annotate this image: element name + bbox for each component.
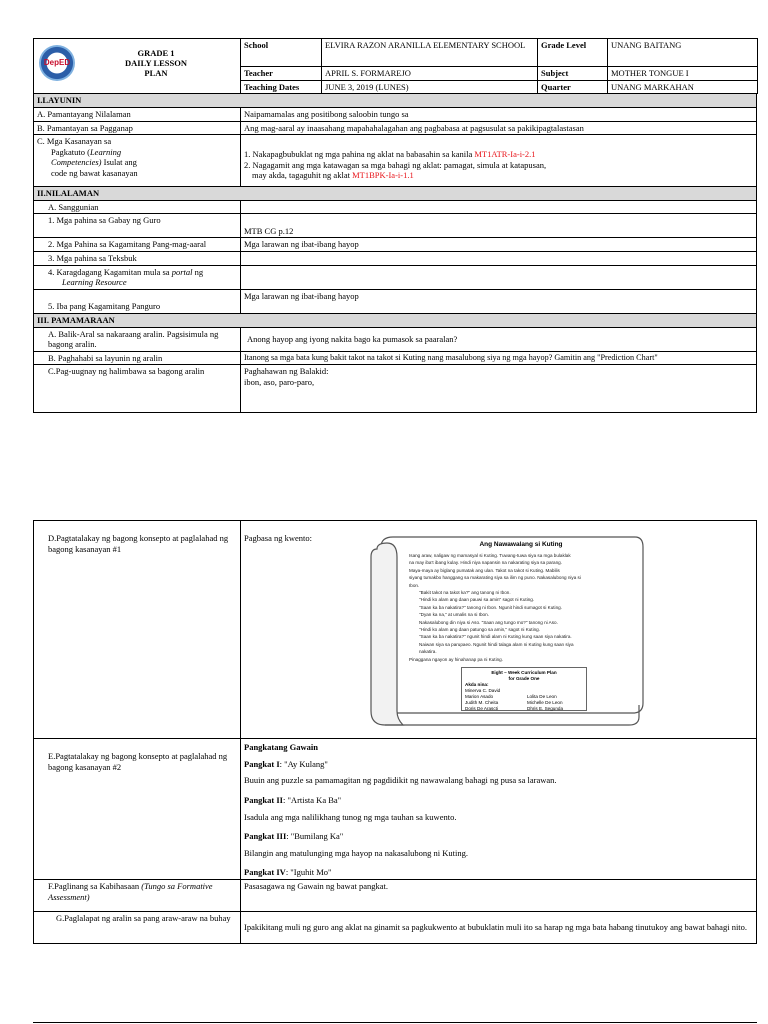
story-scroll-image — [367, 533, 645, 729]
body-table-2 — [33, 520, 757, 944]
paglalapat-value: Ipakikitang muli ng guro ang aklat na ginamit sa pagkukwento at bubuklatin muli ito sa harap ng mga bata habang tinutukoy ang bawat bahagi nito. — [241, 912, 757, 944]
dates-value: JUNE 3, 2019 (LUNES) — [322, 80, 538, 94]
story-text — [409, 552, 633, 663]
page-divider — [33, 1022, 757, 1023]
author-name: Judith M. Cheita — [465, 700, 499, 705]
competency-code-1: MT1ATR-Ia-i-2.1 — [474, 149, 536, 160]
title-plan: PLAN — [144, 68, 168, 79]
gawain-heading: Pangkatang Gawain — [244, 742, 318, 752]
layunin-b-value: Ang mag-aaral ay inaasahang mapahahalagahan ang pagbabasa at pagsusulat sa pakikipagtalastasan — [241, 121, 757, 135]
layunin-heading: I.LAYUNIN — [34, 94, 757, 108]
group-3-task: Bilangin ang matulunging mga hayop na nakasalubong ni Kuting. — [244, 847, 469, 858]
author-name: Lolita De Leon — [527, 694, 557, 699]
grade-value: UNANG BAITANG — [608, 39, 758, 67]
story-line: Ibon. — [409, 582, 420, 588]
title-dlp: DAILY LESSON — [125, 57, 187, 68]
ref-5-value: Mga larawan ng ibat-ibang hayop — [241, 289, 757, 313]
lesson-plan-page-2 — [33, 520, 757, 944]
pagtatalakay-1-label: D.Pagtatalakay ng bagong konsepto at paglalahad ng bagong kasanayan #1 — [34, 521, 241, 739]
story-line: Isang araw, naligaw ng mamasyal si Kuting. Tuwang-tuwa siya sa mga bulaklak — [409, 553, 571, 558]
balik-aral-value: Anong hayop ang iyong nakita bago ka pumasok sa paaralan? — [241, 327, 757, 351]
group-3-title: Pangkat III: "Bumilang Ka" — [244, 831, 344, 842]
story-line: Maya-maya ay biglang pumatak ang ulan. Takot na takot si Kuting. Mabilis — [409, 567, 560, 573]
story-line: siyang tumakbo hanggang sa makarating siya sa ilim ng puno. Nakasalubong niya si — [409, 575, 581, 581]
paghahabi-label: B. Paghahabi sa layunin ng aralin — [34, 351, 241, 365]
story-line: "Dyan ka na," at umalis na si Ibon. — [419, 612, 489, 618]
pangkatang-gawain — [241, 739, 757, 880]
paglinang-value: Pasasagawa ng Gawain ng bawat pangkat. — [241, 880, 757, 912]
author-name: Dhris E. Segunda — [527, 706, 564, 711]
pamamaraan-heading: III. PAMAMARAAN — [34, 313, 757, 327]
story-title: Ang Nawawalang si Kuting — [479, 541, 563, 548]
balik-aral-label: A. Balik-Aral sa nakaraang aralin. Pagsisimula ng bagong aralin. — [34, 327, 241, 351]
story-line: "Hindi ko alam ang daan patungo sa amin," sagot ni Kuting. — [419, 627, 540, 633]
author-name: Doris De Arascti — [465, 706, 498, 711]
layunin-a-value: Naipamamalas ang positibong saloobin tungo sa — [241, 107, 757, 121]
author-name: Michelle De Leon — [527, 700, 563, 705]
pag-uugnay-value: Paghahawan ng Balakid: ibon, aso, paro-paro, — [241, 365, 757, 413]
grade-label: Grade Level — [538, 39, 608, 67]
paglalapat-label: G.Paglalapat ng aralin sa pang araw-araw na buhay — [34, 912, 241, 944]
teacher-label: Teacher — [241, 67, 322, 81]
ref-4-label: 4. Karagdagang Kagamitan mula sa portal ng Learning Resource — [34, 265, 241, 289]
group-1-task: Buuin ang puzzle sa pamamagitan ng pagdidikit ng nawawalang bahagi ng pusa sa larawan. — [244, 775, 557, 786]
pagtatalakay-2-label: E.Pagtatalakay ng bagong konsepto at paglalahad ng bagong kasanayan #2 — [34, 739, 241, 880]
story-line: Nakasalubong din niya si Aso. "Saan ang tungo mo?" tanong ni Aso. — [419, 619, 558, 625]
ref-1-value: MTB CG p.12 — [241, 214, 757, 238]
ref-2-value: Mga larawan ng ibat-ibang hayop — [241, 238, 757, 252]
ref-2-label: 2. Mga Pahina sa Kagamitang Pang-mag-aaral — [34, 238, 241, 252]
paghahabi-value: Itanong sa mga bata kung bakit takot na takot si Kuting nang masalubong siya ng mga hayop? Gamitin ang "Prediction Chart" — [241, 351, 757, 365]
author-name: Marion Asado — [465, 694, 494, 699]
header-table — [33, 38, 758, 94]
nilalaman-heading: II.NILALAMAN — [34, 187, 757, 201]
story-line: Naiwan siya sa parupaeo. Ngunit hindi talaga alam ni Kuting kung saan siya — [419, 641, 574, 647]
school-value: ELVIRA RAZON ARANILLA ELEMENTARY SCHOOL — [322, 39, 538, 67]
layunin-b-label: B. Pamantayan sa Pagganap — [34, 121, 241, 135]
group-2-title: Pangkat II: "Artista Ka Ba" — [244, 794, 342, 805]
layunin-c-value: 1. Nakapagbubuklat ng mga pahina ng aklat na babasahin sa kanila MT1ATR-Ia-i-2.1 2. Nagagamit ang mga katawagan sa mga bahagi ng aklat: pamagat, simula at katapusan, may akda, tagaguhit ng aklat MT1BPK-Ia-i-1.1 — [241, 135, 757, 187]
story-line: "Bakit takot na takot ka?" ang tanong ni Ibon. — [419, 590, 511, 596]
author-name: Minerva C. David — [465, 688, 501, 693]
book-info-box: Eight – Week Curriculum Plan for Grade One Akda nina: Minerva C. David Marion Asado Judith M. Cheita Doris De Arascti Lolita De Leon Michelle De Leon Dhris E. Segunda — [461, 667, 587, 711]
subject-value: MOTHER TONGUE I — [608, 67, 758, 81]
story-line: "Saan ka ba nakatira?" tanong ni Ibon. Ngunit hindi sumagot si Kuting. — [419, 604, 562, 610]
title-grade: GRADE 1 — [137, 47, 175, 58]
ref-3-label: 3. Mga pahina sa Teksbuk — [34, 252, 241, 266]
deped-logo: DepED — [39, 45, 75, 81]
story-line: "Saan ka ba nakatira?" ngunit hindi alam ni Kuting kung saan siya nakatira. — [419, 634, 572, 640]
teacher-value: APRIL S. FORMAREJO — [322, 67, 538, 81]
group-4-title: Pangkat IV: "Iguhit Mo" — [244, 867, 332, 878]
subject-label: Subject — [538, 67, 608, 81]
quarter-label: Quarter — [538, 80, 608, 94]
lesson-plan-page-1 — [33, 38, 757, 413]
layunin-c-label: C. Mga Kasanayan sa Pagkatuto (Learning Competencies) Isulat ang code ng bawat kasanayan — [34, 135, 241, 187]
ref-1-label: 1. Mga pahina sa Gabay ng Guro — [34, 214, 241, 238]
group-1-title: Pangkat I: "Ay Kulang" — [244, 758, 328, 769]
group-2-task: Isadula ang mga nalilikhang tunog ng mga tauhan sa kuwento. — [244, 811, 457, 822]
story-line: "Hindi ko alam ang daan pauwi sa amin" sagot ni Kuting. — [419, 597, 535, 603]
pag-uugnay-label: C.Pag-uugnay ng halimbawa sa bagong aralin — [34, 365, 241, 413]
body-table-1 — [33, 93, 757, 413]
story-line: Pinaggana ngayon ay hinahanap pa ni Kuting. — [409, 656, 503, 662]
sanggunian-label: A. Sanggunian — [34, 200, 241, 214]
story-line: nakatira. — [419, 649, 437, 655]
dates-label: Teaching Dates — [241, 80, 322, 94]
ref-5-label: 5. Iba pang Kagamitang Panguro — [34, 289, 241, 313]
quarter-value: UNANG MARKAHAN — [608, 80, 758, 94]
title-cell — [34, 39, 241, 94]
story-line: na may iba't ibang kulay. Hindi niya napansin na nakarating siya sa parang. — [409, 560, 562, 566]
school-label: School — [241, 39, 322, 67]
competency-code-2: MT1BPK-Ia-i-1.1 — [352, 170, 414, 181]
pagtatalakay-1-value: Pagbasa ng kwento: Ang Nawawalang si Kuting Isang araw, naligaw ng mamasyal si Kuting. Tuwang-tuwa siya sa mga bulaklak na may iba't ibang kulay. Hindi niya napansin na nakarating siya sa parang. Maya-maya ay biglang pumatak ang ulan. Takot na takot si Kuting. Mabilis siyang tumakbo hanggang sa makarating siya sa ilim ng puno. Nakasalubong niya si Ibon. "Bakit takot na takot ka?" ang tanong ni Ibon. "Hindi ko alam ang daan pauwi sa amin" sagot ni Kuting. "Saan ka ba nakatira?" tanong ni Ibon. Ngunit hindi sumagot si Kuting. "Dyan ka na," at umalis na si Ibon. Nakasalubong din niya si Aso. "Saan ang tungo mo?" tanong ni Aso. "Hindi ko alam ang daan patungo sa amin," sagot ni Kuting. "Saan ka ba nakatira?" ngunit hindi alam ni Kuting kung saan siya nakatira. Naiwan siya sa parupaeo. Ngunit hindi talaga alam ni Kuting kung saan siya nakatira. Pinaggana ngayon ay hinahanap pa ni Kuting. Eight – Week Curriculum Plan for Grade One Akda nina: Minerva C. David Marion Asado Judith M. Cheita Doris De Arascti Lolita De Leon Michelle De Leon Dhris E. Segunda — [241, 521, 757, 739]
layunin-a-label: A. Pamantayang Nilalaman — [34, 107, 241, 121]
paglinang-label: F.Paglinang sa Kabihasaan (Tungo sa Formative Assessment) — [34, 880, 241, 912]
